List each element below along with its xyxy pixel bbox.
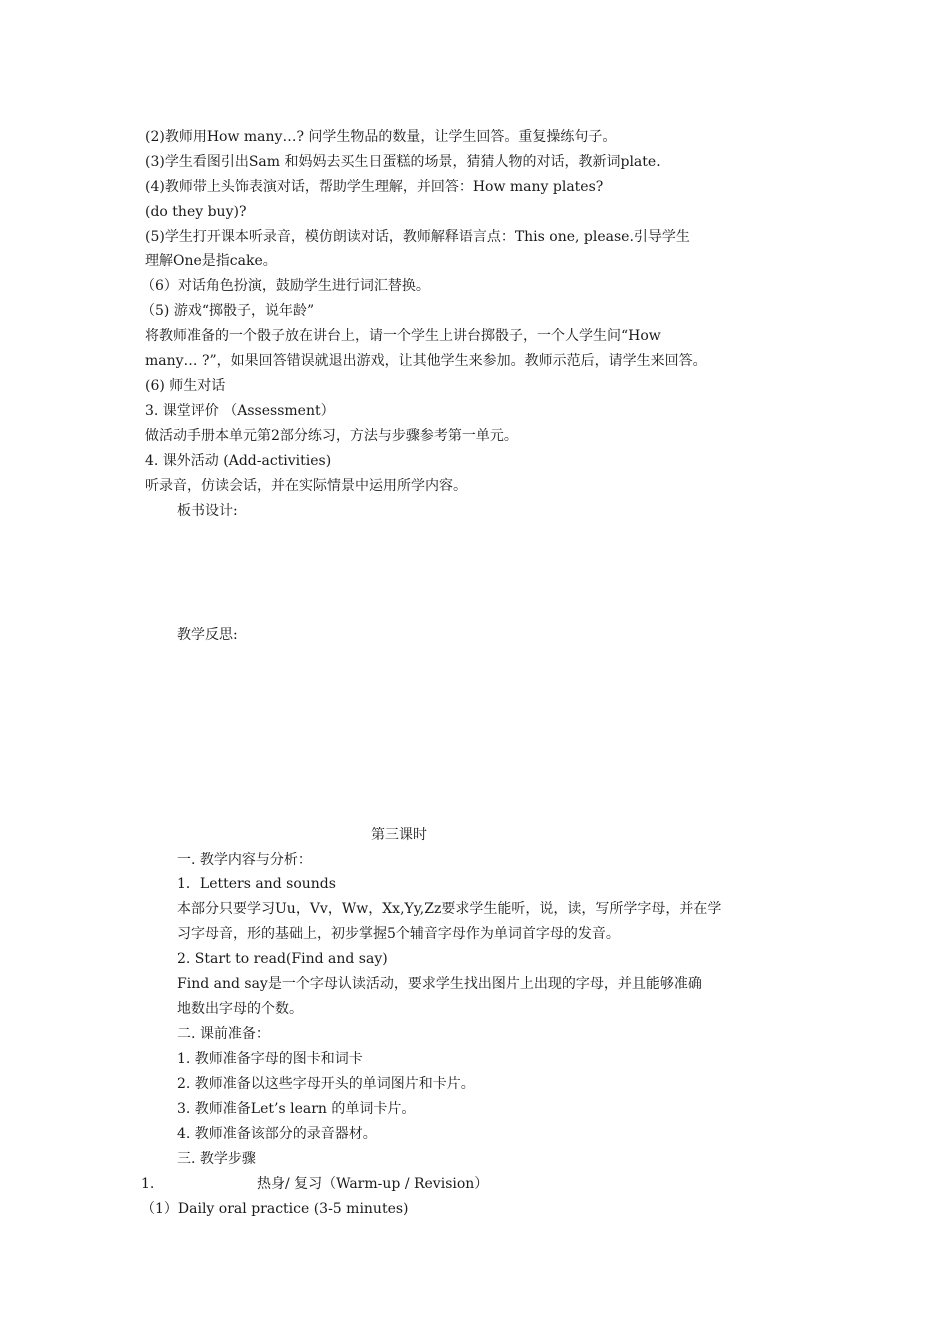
text-line: (do they buy)? xyxy=(145,204,247,220)
section-heading: 一. 教学内容与分析： xyxy=(177,852,312,868)
text-line: 习字母音，形的基础上，初步掌握5个辅音字母作为单词首字母的发音。 xyxy=(177,926,620,942)
text-line: Find and say是一个字母认读活动，要求学生找出图片上出现的字母，并且能够准确 xyxy=(177,976,702,992)
text-line: （5) 游戏“掷骰子，说年龄” xyxy=(141,303,315,319)
text-line: 地数出字母的个数。 xyxy=(177,1001,303,1017)
section-heading: 三. 教学步骤 xyxy=(177,1151,256,1167)
list-item: 3. 教师准备Let’s learn 的单词卡片。 xyxy=(177,1101,416,1117)
section-heading: 3. 课堂评价 （Assessment） xyxy=(145,403,335,419)
lesson-title: 第三课时 xyxy=(371,827,427,843)
step-title: 热身/ 复习（Warm-up / Revision） xyxy=(257,1176,489,1192)
text-line: (2)教师用How many…? 问学生物品的数量，让学生回答。重复操练句子。 xyxy=(145,129,617,145)
reflection-label: 教学反思: xyxy=(177,627,238,643)
text-line: （1）Daily oral practice (3-5 minutes) xyxy=(141,1201,409,1217)
text-line: 做活动手册本单元第2部分练习，方法与步骤参考第一单元。 xyxy=(145,428,518,444)
text-line: 听录音，仿读会话，并在实际情景中运用所学内容。 xyxy=(145,478,467,494)
list-item: 2. 教师准备以这些字母开头的单词图片和卡片。 xyxy=(177,1076,475,1092)
text-line: (3)学生看图引出Sam 和妈妈去买生日蛋糕的场景，猜猜人物的对话，教新词plate. xyxy=(145,154,661,170)
list-item: 4. 教师准备该部分的录音器材。 xyxy=(177,1126,377,1142)
section-heading: 二. 课前准备： xyxy=(177,1026,270,1042)
text-line: many… ?”，如果回答错误就退出游戏，让其他学生来参加。教师示范后，请学生来回答。 xyxy=(145,353,707,369)
text-line: 将教师准备的一个骰子放在讲台上，请一个学生上讲台掷骰子，一个人学生问“How xyxy=(145,328,661,344)
step-number: 1. xyxy=(141,1176,155,1192)
text-line: 2. Start to read(Find and say) xyxy=(177,951,388,967)
text-line: 本部分只要学习Uu，Vv，Ww，Xx,Yy,Zz要求学生能听，说，读，写所学字母，并在学 xyxy=(177,901,722,917)
text-line: 1．Letters and sounds xyxy=(177,876,336,892)
section-heading: 4. 课外活动 (Add-activities) xyxy=(145,453,332,469)
text-line: 理解One是指cake。 xyxy=(145,253,277,269)
text-line: (5)学生打开课本听录音，模仿朗读对话，教师解释语言点：This one, please.引导学生 xyxy=(145,229,690,245)
board-design-label: 板书设计: xyxy=(177,503,238,519)
text-line: (4)教师带上头饰表演对话，帮助学生理解，并回答：How many plates? xyxy=(145,179,604,195)
text-line: （6）对话角色扮演，鼓励学生进行词汇替换。 xyxy=(141,278,430,294)
text-line: (6) 师生对话 xyxy=(145,378,226,394)
list-item: 1. 教师准备字母的图卡和词卡 xyxy=(177,1051,363,1067)
